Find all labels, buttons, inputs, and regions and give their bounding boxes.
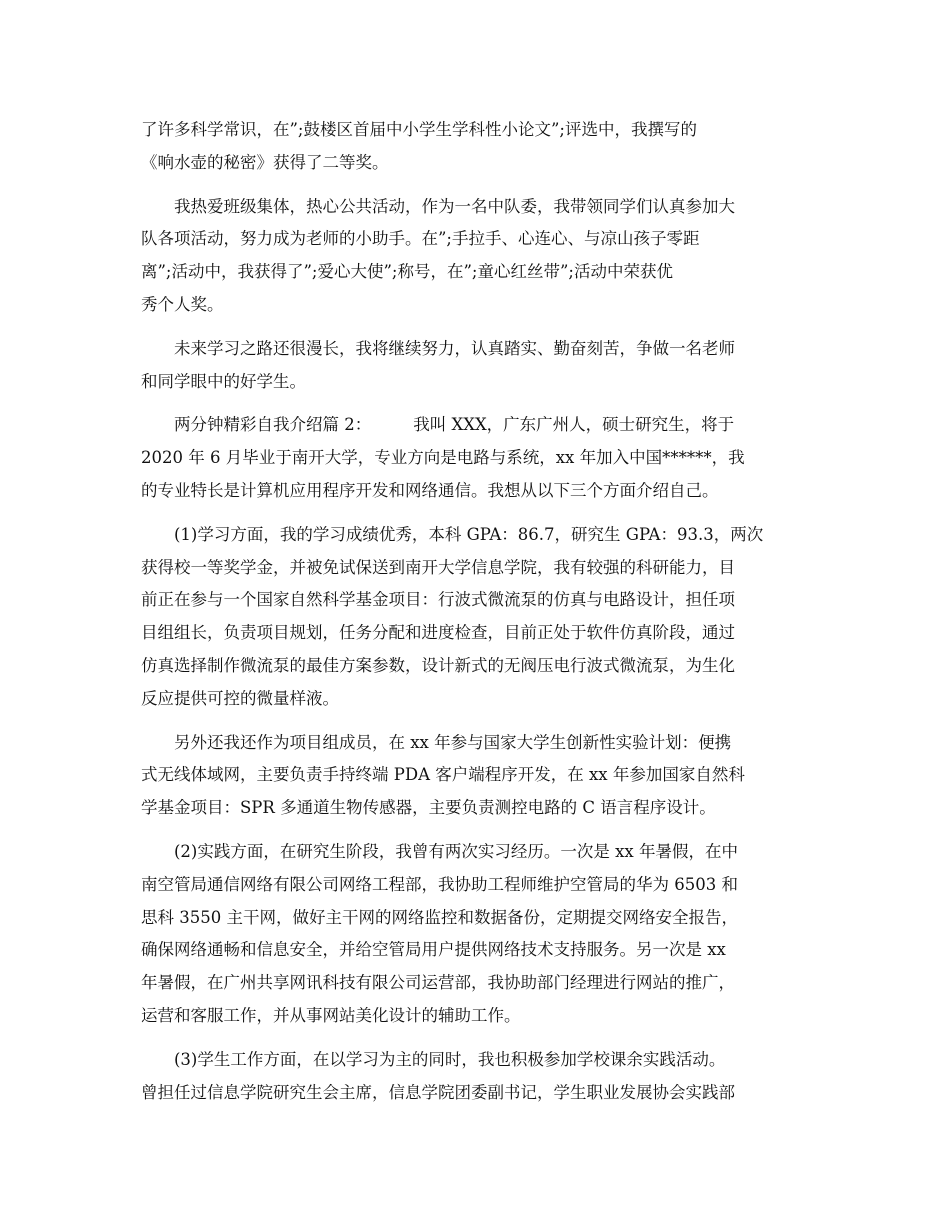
document-page bbox=[141, 114, 811, 1109]
text-line: 获得校一等奖学金，并被免试保送到南开大学信息学院，我有较强的科研能力，目 bbox=[141, 557, 735, 577]
text-line: 年暑假，在广州共享网讯科技有限公司运营部，我协助部门经理进行网站的推广， bbox=[141, 973, 735, 993]
text-line: 曾担任过信息学院研究生会主席，信息学院团委副书记，学生职业发展协会实践部 bbox=[141, 1082, 735, 1102]
text-line: 我热爱班级集体，热心公共活动，作为一名中队委，我带领同学们认真参加大 bbox=[174, 196, 735, 216]
text-line: 仿真选择制作微流泵的最佳方案参数，设计新式的无阀压电行波式微流泵，为生化 bbox=[141, 655, 735, 675]
text-line: 《响水壶的秘密》获得了二等奖。 bbox=[141, 152, 389, 172]
text-line: 未来学习之路还很漫长，我将继续努力，认真踏实、勤奋刻苦，争做一名老师 bbox=[174, 338, 735, 358]
paragraph-7 bbox=[141, 836, 811, 1033]
text-line: 反应提供可控的微量样液。 bbox=[141, 688, 339, 708]
paragraph-1 bbox=[141, 114, 811, 180]
paragraph-6 bbox=[141, 727, 811, 825]
text-line: 秀个人奖。 bbox=[141, 294, 224, 314]
text-line: 确保网络通畅和信息安全，并给空管局用户提供网络技术支持服务。另一次是 xx bbox=[141, 940, 726, 960]
text-line: 离”;活动中，我获得了”;爱心大使”;称号，在”;童心红丝带”;活动中荣获优 bbox=[141, 262, 673, 282]
text-line: 和同学眼中的好学生。 bbox=[141, 371, 306, 391]
text-line: 队各项活动，努力成为老师的小助手。在”;手拉手、心连心、与凉山孩子零距 bbox=[141, 229, 700, 249]
paragraph-4 bbox=[141, 409, 811, 507]
text-line: 前正在参与一个国家自然科学基金项目：行波式微流泵的仿真与电路设计，担任项 bbox=[141, 590, 735, 610]
text-line: 运营和客服工作，并从事网站美化设计的辅助工作。 bbox=[141, 1005, 521, 1025]
paragraph-2 bbox=[141, 191, 811, 322]
text-line: 学基金项目：SPR 多通道生物传感器，主要负责测控电路的 C 语言程序设计。 bbox=[141, 798, 716, 818]
text-line: 南空管局通信网络有限公司网络工程部，我协助工程师维护空管局的华为 6503 和 bbox=[141, 874, 738, 894]
text-line: 2020 年 6 月毕业于南开大学，专业方向是电路与系统，xx 年加入中国******，我 bbox=[141, 448, 745, 468]
text-line: 思科 3550 主干网，做好主干网的网络监控和数据备份，定期提交网络安全报告， bbox=[141, 907, 738, 927]
text-line: 目组组长，负责项目规划，任务分配和进度检查，目前正处于软件仿真阶段，通过 bbox=[141, 623, 735, 643]
text-line: (3)学生工作方面，在以学习为主的同时，我也积极参加学校课余实践活动。 bbox=[174, 1049, 726, 1069]
paragraph-8 bbox=[141, 1044, 811, 1110]
text-line: 了许多科学常识，在”;鼓楼区首届中小学生学科性小论文”;评选中，我撰写的 bbox=[141, 120, 697, 139]
text-line: 式无线体域网，主要负责手持终端 PDA 客户端程序开发，在 xx 年参加国家自然科 bbox=[141, 765, 745, 785]
text-line: 另外还我还作为项目组成员，在 xx 年参与国家大学生创新性实验计划：便携 bbox=[174, 732, 732, 752]
paragraph-3 bbox=[141, 333, 811, 399]
paragraph-5 bbox=[141, 519, 811, 716]
text-line: 两分钟精彩自我介绍篇 2： 我叫 XXX，广东广州人，硕士研究生，将于 bbox=[174, 415, 735, 435]
text-line: (1)学习方面，我的学习成绩优秀，本科 GPA：86.7，研究生 GPA：93.3，两次 bbox=[174, 524, 764, 544]
text-line: (2)实践方面，在研究生阶段，我曾有两次实习经历。一次是 xx 年暑假，在中 bbox=[174, 841, 738, 861]
text-line: 的专业特长是计算机应用程序开发和网络通信。我想从以下三个方面介绍自己。 bbox=[141, 480, 719, 500]
